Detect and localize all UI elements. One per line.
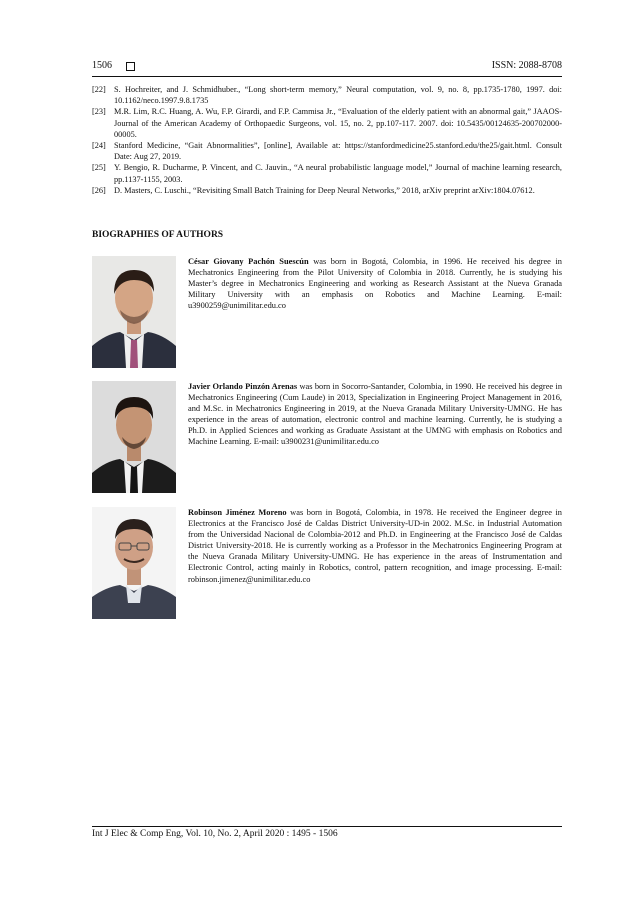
issn-label: ISSN: 2088-8708 — [491, 60, 562, 71]
reference-item — [92, 84, 562, 106]
checkbox-square-icon — [126, 62, 135, 71]
author-bio-text — [188, 381, 562, 448]
page-header — [92, 60, 562, 74]
reference-number: [24] — [92, 141, 106, 151]
reference-item — [92, 162, 562, 184]
reference-number: [26] — [92, 185, 106, 195]
reference-item — [92, 140, 562, 162]
author-name: César Giovany Pachón Suescún — [188, 257, 309, 266]
author-description: was born in Socorro-Santander, Colombia, in 1990. He received his degree in Mechatronics Engineering (Cum Laude) in 2013, Specialization in Engineering Project Management in 2016, and M.Sc. in Mechatronics Engineering in 2019, at the Nueva Granada Military University-UMNG. He has experience in the areas of automation, electronic control and machine learning. Currently, he is studying a Ph.D. in Applied Sciences and working as Graduate Assistant at the UMNG with emphasis on Robotics and Machine Learning. E-mail: u3900231@unimilitar.edu.co — [188, 382, 563, 447]
header-rule — [92, 76, 562, 77]
author-description: was born in Bogotá, Colombia, in 1996. He received his degree in Mechatronics Engineering from the Pilot University of Colombia in 2018. Currently, he is studying his Master’s degree in Mechatronics Engineering and working as Research Assistant at the Nueva Granada Military University with an emphasis on Robotics and Machine Learning. E-mail: u3900259@unimilitar.edu.co — [188, 257, 562, 311]
author-bio-text — [188, 256, 562, 311]
reference-text: Y. Bengio, R. Ducharme, P. Vincent, and C. Jauvin., “A neural probabilistic language model,” Journal of machine learning research, pp.1137-1155, 2003. — [114, 163, 562, 184]
reference-text: Stanford Medicine, “Gait Abnormalities”, [online], Available at: https://stanfordmedicine25.stanford.edu/the25/gait.html. Consult Date: Aug 27, 2019. — [114, 141, 562, 162]
page-number: 1506 — [92, 60, 112, 71]
reference-text: D. Masters, C. Luschi., “Revisiting Small Batch Training for Deep Neural Networks,” 2018, arXiv preprint arXiv:1804.07612. — [114, 185, 535, 195]
author-name: Javier Orlando Pinzón Arenas — [188, 382, 298, 391]
author-photo — [92, 256, 176, 368]
author-bio-text — [188, 507, 562, 585]
reference-number: [25] — [92, 163, 106, 173]
references-list — [92, 84, 562, 196]
author-description: was born in Bogotá, Colombia, in 1978. He received the Engineer degree in Electronics at the Francisco José de Caldas District University-UD-in 2002. M.Sc. in Industrial Automation from the Universidad Nacional de Colombia-2012 and Ph.D. in Engineering at the Francisco José de Caldas District University-2018. He is currently working as a Professor in the Mechatronics Engineering Program at the Nueva Granada Military University-UMNG. He has experience in the areas of Instrumentation and Electronic Control, acting mainly in Robotics, control, pattern recognition, and image processing. E-mail: robinson.jimenez@unimilitar.edu.co — [188, 508, 562, 584]
reference-number: [23] — [92, 107, 106, 117]
author-photo — [92, 381, 176, 493]
author-name: Robinson Jiménez Moreno — [188, 508, 287, 517]
reference-text: S. Hochreiter, and J. Schmidhuber., “Long short-term memory,” Neural computation, vol. 9, no. 8, pp.1735-1780, 1997. doi: 10.1162/neco.1997.9.8.1735 — [114, 85, 562, 106]
biographies-heading: BIOGRAPHIES OF AUTHORS — [92, 230, 224, 240]
author-photo — [92, 507, 176, 619]
reference-item — [92, 106, 562, 140]
reference-text: M.R. Lim, R.C. Huang, A. Wu, F.P. Girardi, and F.P. Cammisa Jr., “Evaluation of the elderly patient with an abnormal gait,” JAAOS-Journal of the American Academy of Orthopaedic Surgeons, vol. 15, no. 2, pp.107-117. 2007. doi: 10.5435/00124635-200702000-00005. — [114, 107, 562, 139]
reference-number: [22] — [92, 85, 106, 94]
reference-item — [92, 185, 562, 196]
footer-rule — [92, 826, 562, 827]
page-footer: Int J Elec & Comp Eng, Vol. 10, No. 2, April 2020 : 1495 - 1506 — [92, 829, 338, 839]
